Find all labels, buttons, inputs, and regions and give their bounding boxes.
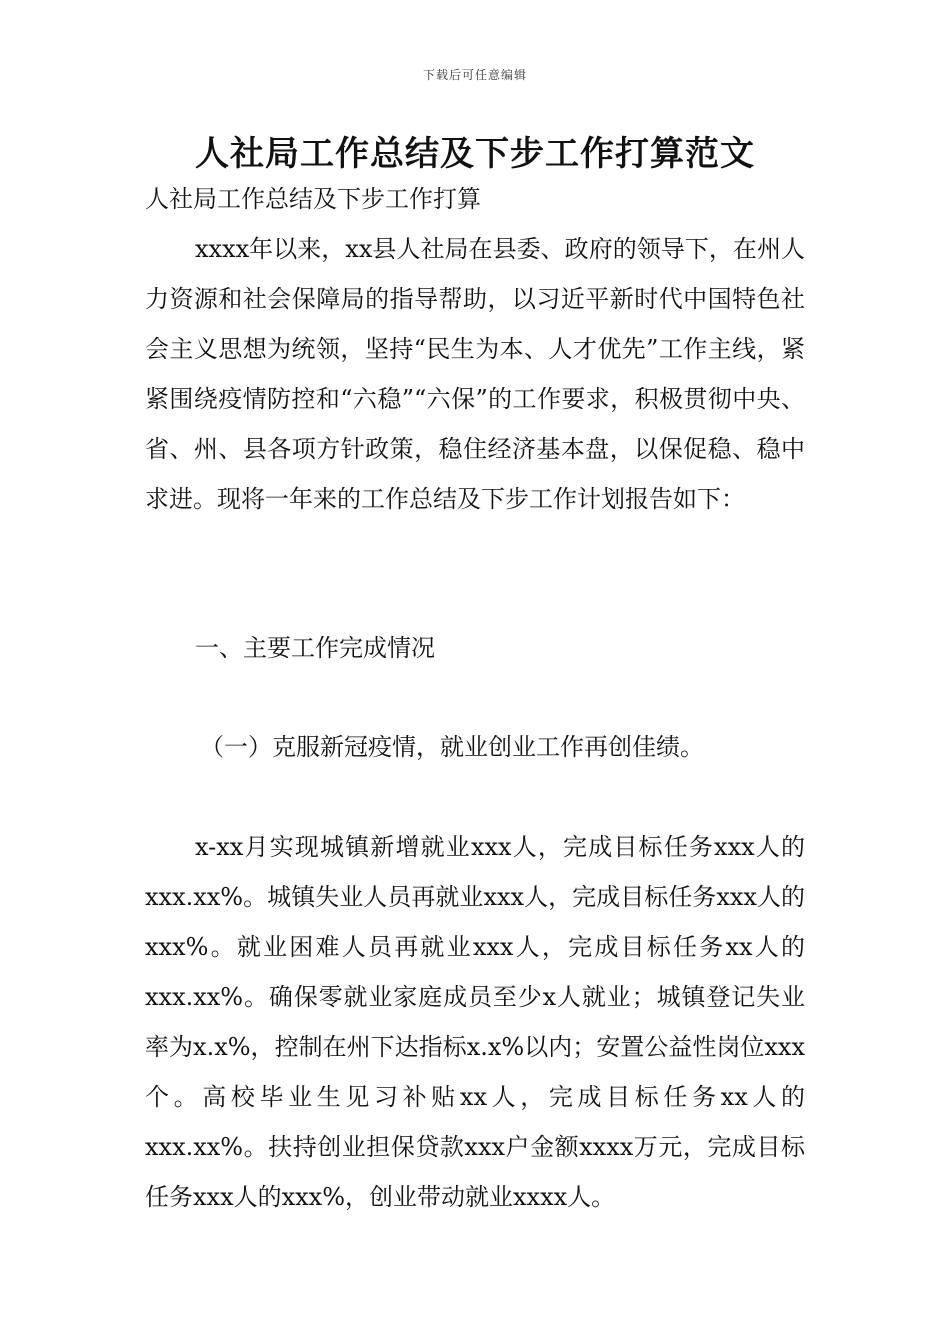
document-subtitle: 人社局工作总结及下步工作打算 bbox=[145, 185, 481, 213]
header-note: 下载后可任意编辑 bbox=[422, 68, 527, 82]
intro-paragraph: xxxx年以来，xx县人社局在县委、政府的领导下，在州人力资源和社会保障局的指导帮助，以习近平新时代中国特色社会主义思想为统领，坚持“民生为本、人才优先”工作主线，紧紧围绕疫情防控和“六稳”“六保”的工作要求，积极贯彻中央、省、州、县各项方针政策，稳住经济基本盘，以保促稳、稳中求进。现将一年来的工作总结及下步工作计划报告如下： bbox=[145, 235, 805, 513]
document-title: 人社局工作总结及下步工作打算范文 bbox=[195, 134, 755, 174]
subsection-heading-1: （一）克服新冠疫情，就业创业工作再创佳绩。 bbox=[200, 733, 704, 761]
section-heading-1: 一、主要工作完成情况 bbox=[195, 634, 435, 662]
employment-paragraph: x-xx月实现城镇新增就业xxx人，完成目标任务xxx人的xxx.xx%。城镇失业人员再就业xxx人，完成目标任务xxx人的xxx%。就业困难人员再就业xxx人，完成目标任务xx人的xxx.xx%。确保零就业家庭成员至少x人就业；城镇登记失业率为x.x%，控制在州下达指标x.x%以内；安置公益性岗位xxx个。高校毕业生见习补贴xx人，完成目标任务xx人的xxx.xx%。扶持创业担保贷款xxx户金额xxxx万元，完成目标任务xxx人的xxx%，创业带动就业xxxx人。 bbox=[145, 833, 805, 1211]
